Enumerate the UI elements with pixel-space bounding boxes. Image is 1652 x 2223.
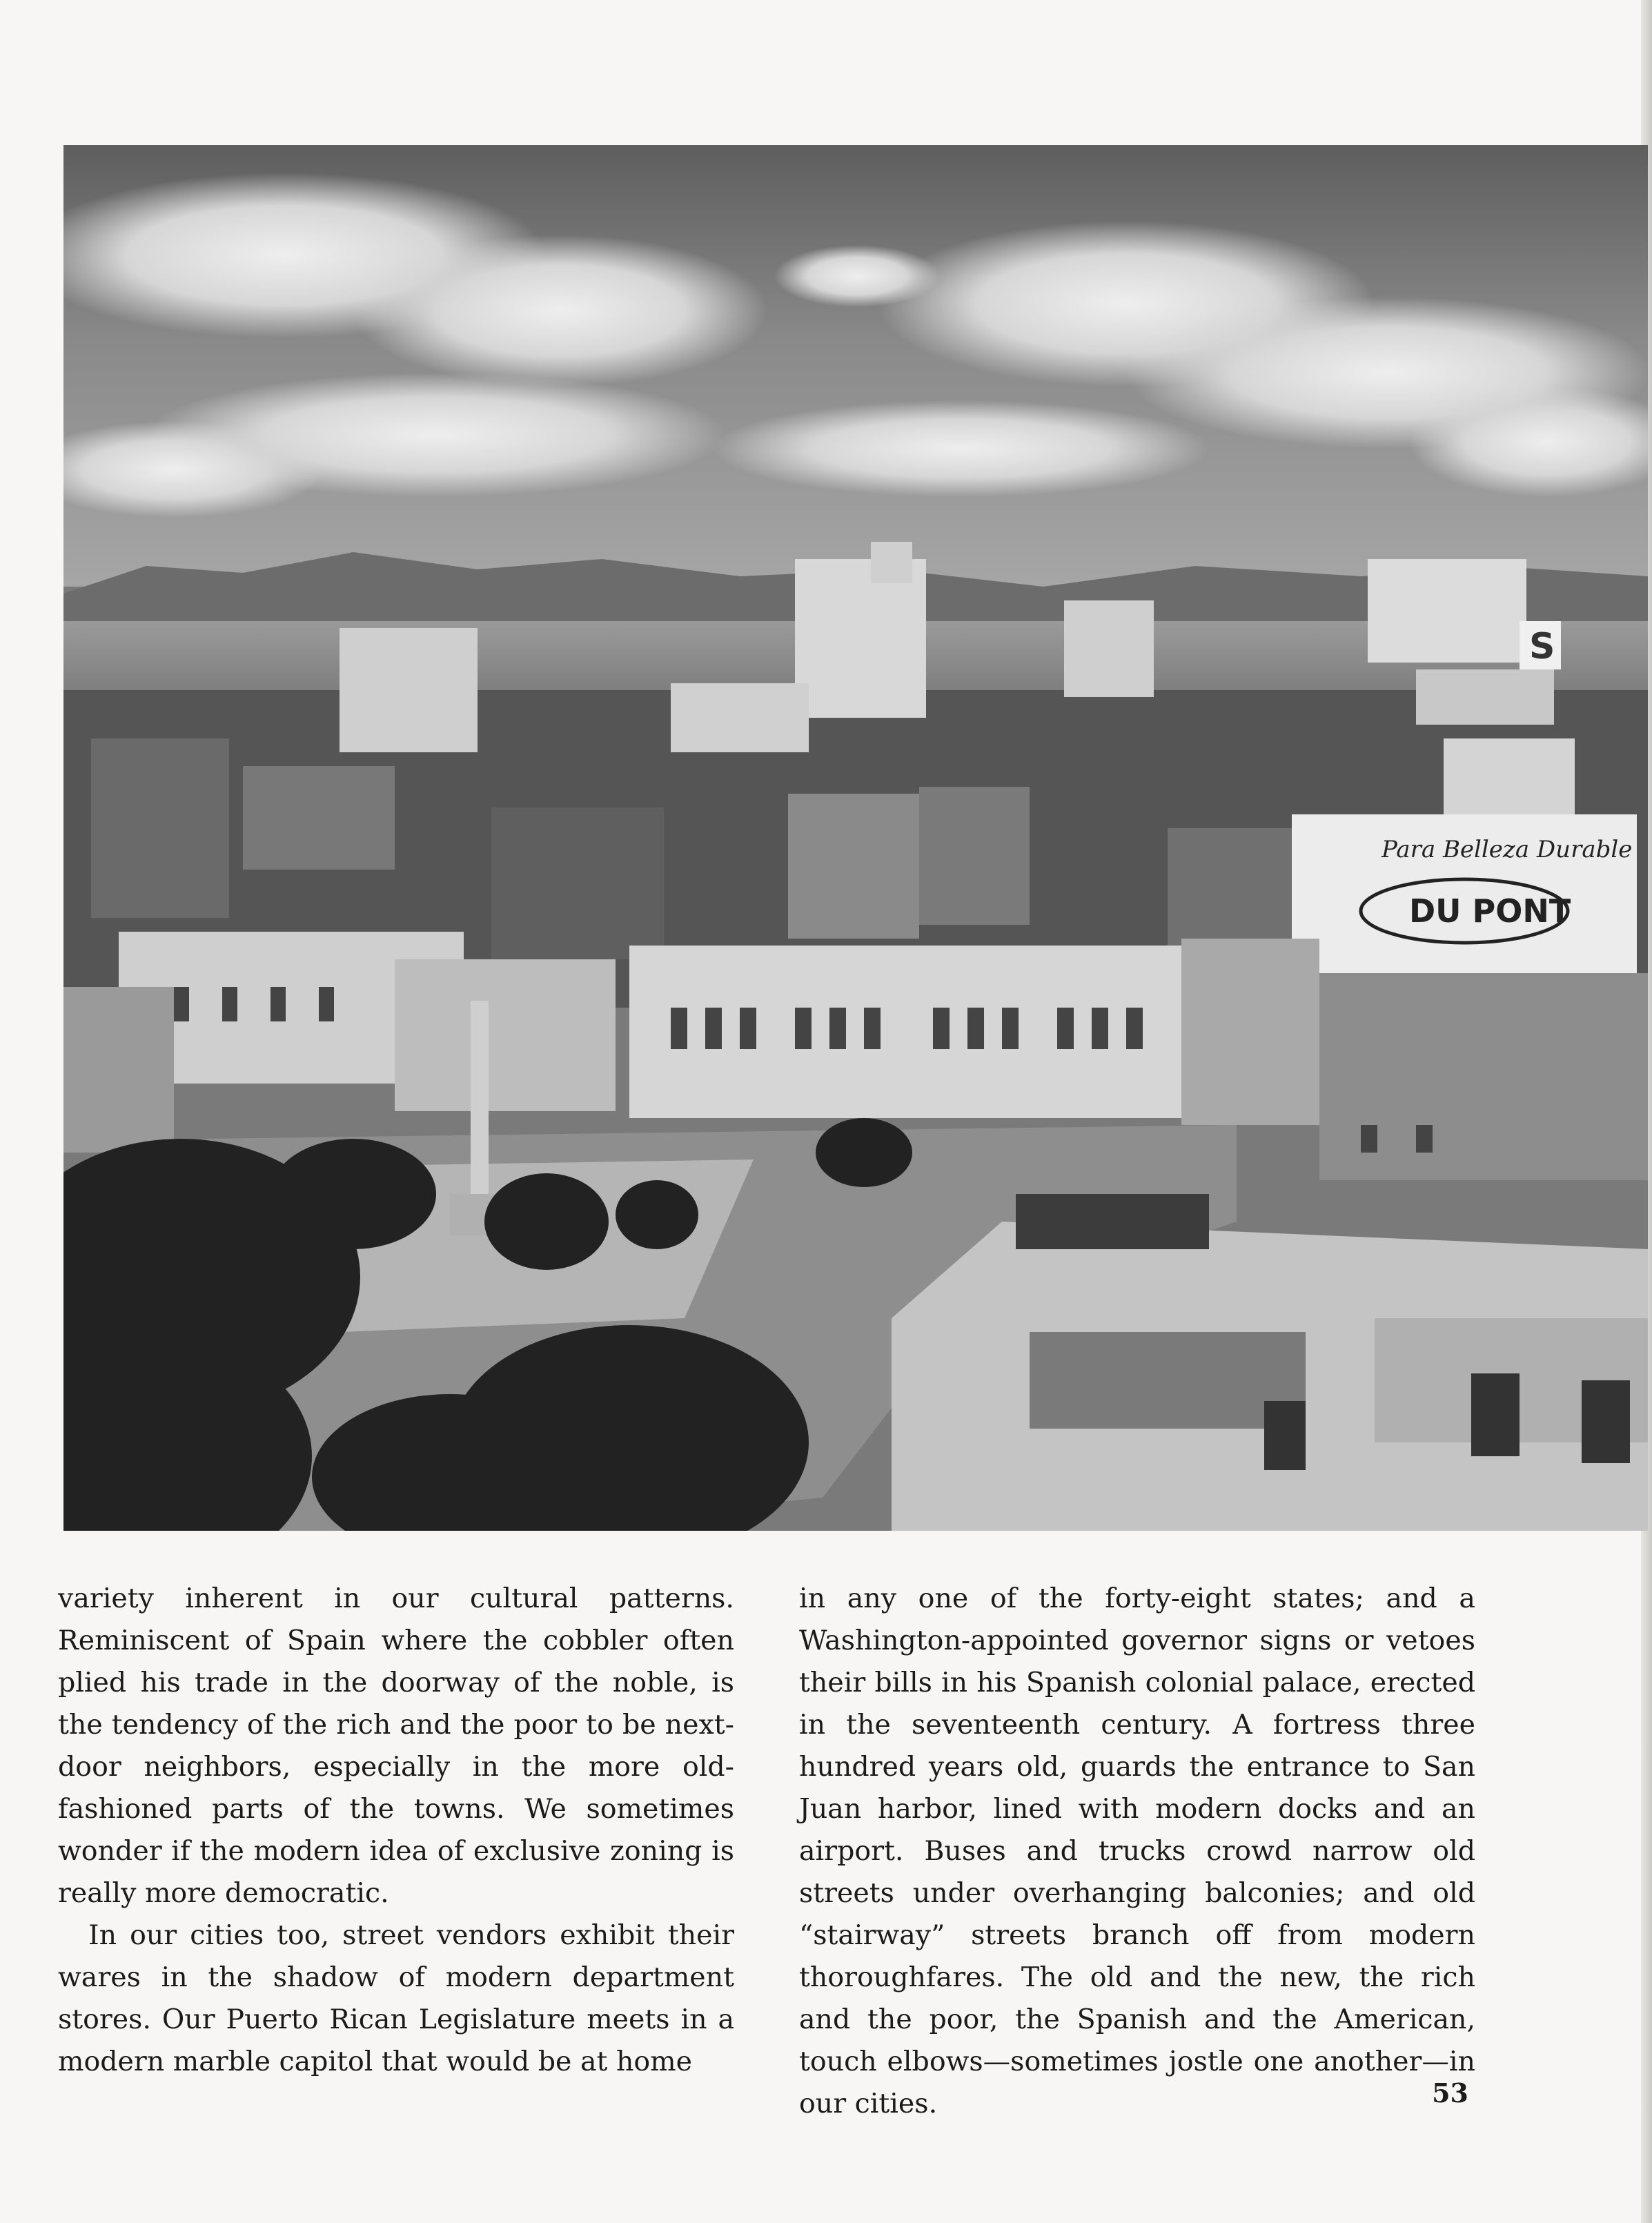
paragraph: variety inherent in our cultural patterns. Reminiscent of Spain where the cobbler often plied his trade in the doorway of the noble, is the tendency of the rich and the poor to be next-door neighbors, especially in the more old-fashioned parts of the towns. We sometimes wonder if the modern idea of exclusive zoning is really more democratic.	[58, 1583, 734, 1909]
paragraph: in any one of the forty-eight states; and a Washington-appointed governor signs or vetoes their bills in his Spanish colonial palace, erected in the seventeenth century. A fortress three hundred years old, guards the entrance to San Juan harbor, lined with modern docks and an airport. Buses and trucks crowd narrow old streets under overhanging balconies; and old “stairway” streets branch off from modern thoroughfares. The old and the new, the rich and the poor, the Spanish and the American, touch elbows—sometimes jostle one another—in our cities.	[799, 1583, 1475, 2119]
billboard-brand: DU PONT	[1409, 892, 1571, 930]
svg-text:S: S	[1529, 626, 1555, 667]
billboard	[1292, 814, 1637, 973]
text-column-right	[799, 1578, 1475, 2125]
foreground-rooftops	[892, 1194, 1648, 1531]
page-number: 53	[1432, 2077, 1468, 2108]
paragraph: In our cities too, street vendors exhibit their wares in the shadow of modern department stores. Our Puerto Rican Legislature meets in a modern marble capitol that would be at home	[58, 1919, 734, 2077]
billboard-slogan: Para Belleza Durable	[1381, 836, 1633, 863]
monument	[471, 1001, 489, 1208]
rooftop-sign	[1520, 621, 1561, 669]
city-photograph	[63, 145, 1648, 1531]
text-column-left	[58, 1578, 734, 2083]
